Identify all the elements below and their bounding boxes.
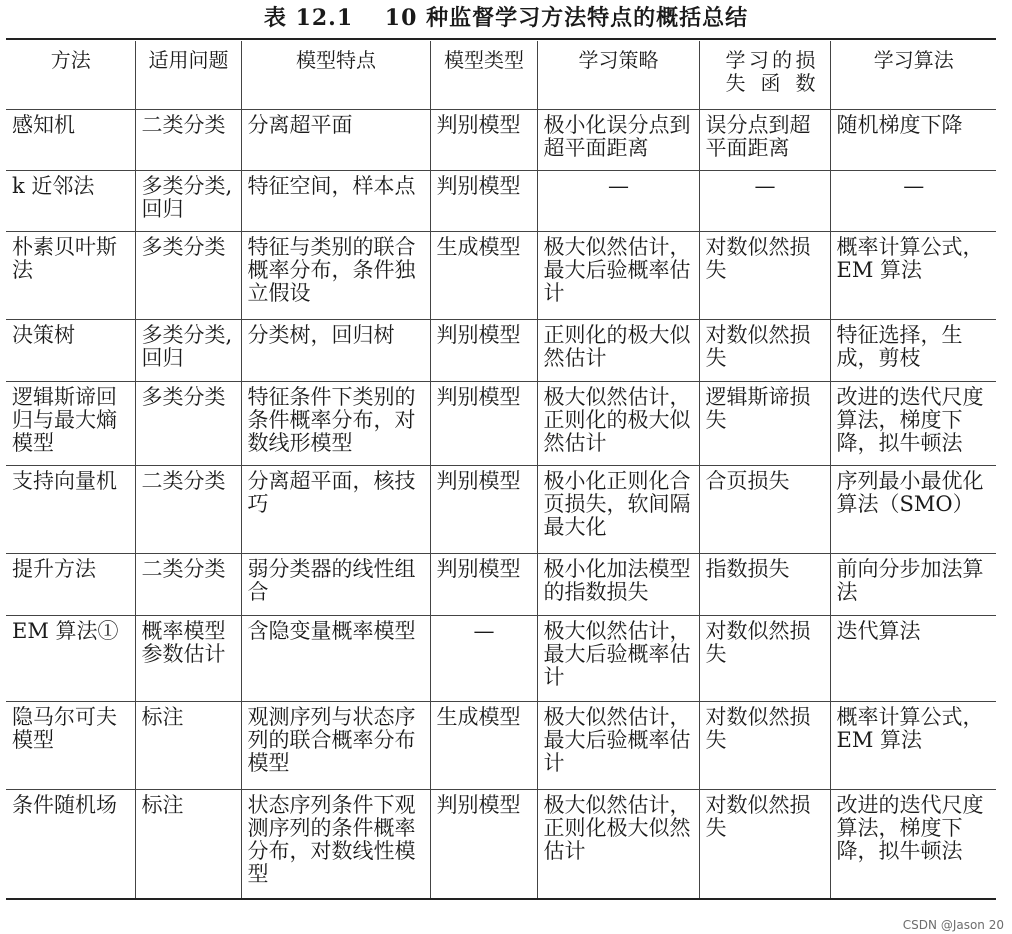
model-feature-cell: 分离超平面，核技巧: [241, 465, 430, 553]
model-type-cell: 判别模型: [430, 381, 537, 465]
method-cell: EM 算法①: [6, 615, 135, 701]
method-cell: 支持向量机: [6, 465, 135, 553]
model-feature-cell: 特征条件下类别的条件概率分布，对数线形模型: [241, 381, 430, 465]
summary-table: [6, 41, 996, 900]
loss-cell: —: [699, 170, 830, 231]
method-cell: 朴素贝叶斯法: [6, 231, 135, 319]
method-cell: 条件随机场: [6, 789, 135, 899]
table-row: [6, 615, 996, 701]
table-row: [6, 319, 996, 381]
problem-cell: 标注: [135, 789, 241, 899]
model-feature-cell: 含隐变量概率模型: [241, 615, 430, 701]
model-feature-cell: 观测序列与状态序列的联合概率分布模型: [241, 701, 430, 789]
model-feature-cell: 分类树，回归树: [241, 319, 430, 381]
loss-cell: 逻辑斯谛损失: [699, 381, 830, 465]
model-type-cell: 生成模型: [430, 701, 537, 789]
loss-cell: 对数似然损失: [699, 231, 830, 319]
problem-cell: 概率模型参数估计: [135, 615, 241, 701]
strategy-cell: 极小化正则化合页损失，软间隔最大化: [537, 465, 699, 553]
table-caption: 表 12.1 10 种监督学习方法特点的概括总结: [263, 5, 749, 31]
strategy-cell: 极大似然估计，最大后验概率估计: [537, 231, 699, 319]
strategy-cell: 极大似然估计，正则化极大似然估计: [537, 789, 699, 899]
table-row: [6, 231, 996, 319]
strategy-cell: —: [537, 170, 699, 231]
problem-cell: 标注: [135, 701, 241, 789]
model-type-cell: 判别模型: [430, 109, 537, 170]
model-type-cell: —: [430, 615, 537, 701]
algorithm-cell: 特征选择，生成，剪枝: [830, 319, 996, 381]
column-header: 学习策略: [537, 41, 699, 109]
model-type-cell: 判别模型: [430, 789, 537, 899]
method-cell: 逻辑斯谛回归与最大熵模型: [6, 381, 135, 465]
column-header: 学习的损失函数: [699, 41, 830, 109]
loss-cell: 对数似然损失: [699, 319, 830, 381]
algorithm-cell: 随机梯度下降: [830, 109, 996, 170]
method-cell: 隐马尔可夫模型: [6, 701, 135, 789]
strategy-cell: 极大似然估计，最大后验概率估计: [537, 615, 699, 701]
table-row: [6, 170, 996, 231]
strategy-cell: 正则化的极大似然估计: [537, 319, 699, 381]
top-rule: [6, 38, 996, 40]
column-header: 学习算法: [830, 41, 996, 109]
algorithm-cell: 改进的迭代尺度算法，梯度下降，拟牛顿法: [830, 381, 996, 465]
table-row: [6, 465, 996, 553]
model-feature-cell: 弱分类器的线性组合: [241, 553, 430, 615]
problem-cell: 二类分类: [135, 465, 241, 553]
table-row: [6, 789, 996, 899]
table-row: [6, 109, 996, 170]
loss-cell: 对数似然损失: [699, 701, 830, 789]
strategy-cell: 极大似然估计，最大后验概率估计: [537, 701, 699, 789]
strategy-cell: 极小化加法模型的指数损失: [537, 553, 699, 615]
loss-cell: 误分点到超平面距离: [699, 109, 830, 170]
column-header: 模型特点: [241, 41, 430, 109]
model-type-cell: 生成模型: [430, 231, 537, 319]
algorithm-cell: 改进的迭代尺度算法，梯度下降，拟牛顿法: [830, 789, 996, 899]
problem-cell: 多类分类,回归: [135, 319, 241, 381]
loss-cell: 对数似然损失: [699, 615, 830, 701]
model-type-cell: 判别模型: [430, 170, 537, 231]
algorithm-cell: 序列最小最优化算法（SMO）: [830, 465, 996, 553]
watermark: CSDN @Jason 20: [902, 918, 1004, 932]
column-header: 模型类型: [430, 41, 537, 109]
model-type-cell: 判别模型: [430, 465, 537, 553]
problem-cell: 多类分类: [135, 231, 241, 319]
model-feature-cell: 状态序列条件下观测序列的条件概率分布，对数线性模型: [241, 789, 430, 899]
loss-cell: 合页损失: [699, 465, 830, 553]
column-header: 方法: [6, 41, 135, 109]
method-cell: 感知机: [6, 109, 135, 170]
algorithm-cell: 前向分步加法算法: [830, 553, 996, 615]
problem-cell: 多类分类,回归: [135, 170, 241, 231]
column-header: 适用问题: [135, 41, 241, 109]
loss-cell: 指数损失: [699, 553, 830, 615]
problem-cell: 二类分类: [135, 109, 241, 170]
header-row: [6, 41, 996, 109]
table-row: [6, 701, 996, 789]
algorithm-cell: 迭代算法: [830, 615, 996, 701]
table-row: [6, 553, 996, 615]
table-row: [6, 381, 996, 465]
method-cell: 决策树: [6, 319, 135, 381]
algorithm-cell: —: [830, 170, 996, 231]
strategy-cell: 极小化误分点到超平面距离: [537, 109, 699, 170]
algorithm-cell: 概率计算公式，EM 算法: [830, 231, 996, 319]
model-feature-cell: 特征与类别的联合概率分布，条件独立假设: [241, 231, 430, 319]
model-type-cell: 判别模型: [430, 553, 537, 615]
model-feature-cell: 特征空间，样本点: [241, 170, 430, 231]
model-feature-cell: 分离超平面: [241, 109, 430, 170]
model-type-cell: 判别模型: [430, 319, 537, 381]
method-cell: k 近邻法: [6, 170, 135, 231]
algorithm-cell: 概率计算公式，EM 算法: [830, 701, 996, 789]
problem-cell: 多类分类: [135, 381, 241, 465]
method-cell: 提升方法: [6, 553, 135, 615]
problem-cell: 二类分类: [135, 553, 241, 615]
loss-cell: 对数似然损失: [699, 789, 830, 899]
strategy-cell: 极大似然估计，正则化的极大似然估计: [537, 381, 699, 465]
